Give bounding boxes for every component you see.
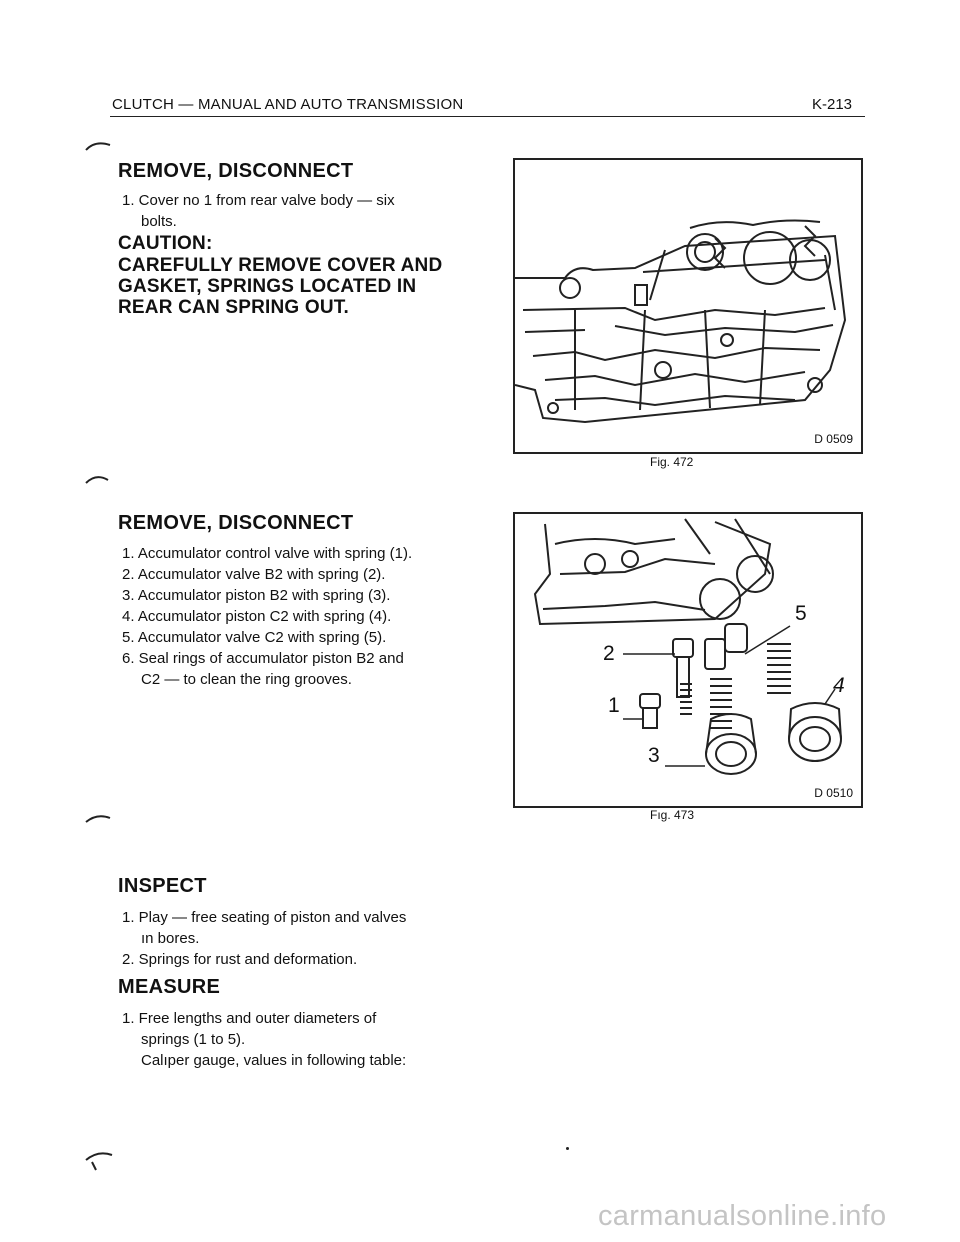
figure-caption: Fıg. 473 xyxy=(650,808,695,822)
list-item-continuation: bolts. xyxy=(141,213,177,230)
caution-label: CAUTION: xyxy=(118,233,213,254)
header-rule xyxy=(110,116,865,117)
list-item: 5. Accumulator valve C2 with spring (5). xyxy=(122,629,387,646)
section-heading-remove-2: REMOVE, DISCONNECT xyxy=(118,512,354,534)
callout-label: 2 xyxy=(603,642,615,665)
margin-marks xyxy=(0,0,140,1242)
figure-code: D 0510 xyxy=(814,786,853,800)
section-list-remove-1 xyxy=(122,190,462,232)
watermark: carmanualsonline.info xyxy=(598,1200,887,1232)
caution-line: GASKET, SPRINGS LOCATED IN xyxy=(118,276,417,297)
section-heading-measure: MEASURE xyxy=(118,976,221,998)
list-item-continuation: Calıper gauge, values in following table: xyxy=(141,1052,407,1069)
figure-473-frame xyxy=(513,512,863,808)
section-list-inspect xyxy=(122,907,482,970)
section-heading-inspect: INSPECT xyxy=(118,875,207,897)
valve-body-illustration xyxy=(515,160,861,452)
list-item-continuation: ın bores. xyxy=(141,930,200,947)
speck xyxy=(566,1147,569,1150)
list-item: 4. Accumulator piston C2 with spring (4). xyxy=(122,608,392,625)
callout-label: 3 xyxy=(648,744,660,767)
list-item: 1. Play — free seating of piston and valves xyxy=(122,909,407,926)
page-number: K-213 xyxy=(812,96,853,113)
callout-label: 4 xyxy=(833,674,845,697)
list-item: 3. Accumulator piston B2 with spring (3). xyxy=(122,587,391,604)
caution-text xyxy=(118,255,478,318)
list-item: 6. Seal rings of accumulator piston B2 and xyxy=(122,650,404,667)
figure-472-frame xyxy=(513,158,863,454)
list-item: 1. Cover no 1 from rear valve body — six xyxy=(122,192,395,209)
list-item-continuation: springs (1 to 5). xyxy=(141,1031,246,1048)
list-item: 2. Springs for rust and deformation. xyxy=(122,951,358,968)
figure-code: D 0509 xyxy=(814,432,853,446)
figure-caption: Fig. 472 xyxy=(650,455,694,469)
callout-label: 5 xyxy=(795,602,807,625)
list-item: 1. Free lengths and outer diameters of xyxy=(122,1010,377,1027)
section-list-measure xyxy=(122,1008,482,1071)
accumulator-parts-illustration xyxy=(515,514,861,806)
list-item: 1. Accumulator control valve with spring (1). xyxy=(122,545,413,562)
callout-label: 1 xyxy=(608,694,620,717)
list-item-continuation: C2 — to clean the ring grooves. xyxy=(141,671,352,688)
caution-line: REAR CAN SPRING OUT. xyxy=(118,297,349,318)
caution-line: CAREFULLY REMOVE COVER AND xyxy=(118,255,443,276)
list-item: 2. Accumulator valve B2 with spring (2). xyxy=(122,566,386,583)
section-heading-remove-1: REMOVE, DISCONNECT xyxy=(118,160,354,182)
running-header-title: CLUTCH — MANUAL AND AUTO TRANSMISSION xyxy=(112,96,464,113)
section-list-remove-2 xyxy=(122,543,482,690)
